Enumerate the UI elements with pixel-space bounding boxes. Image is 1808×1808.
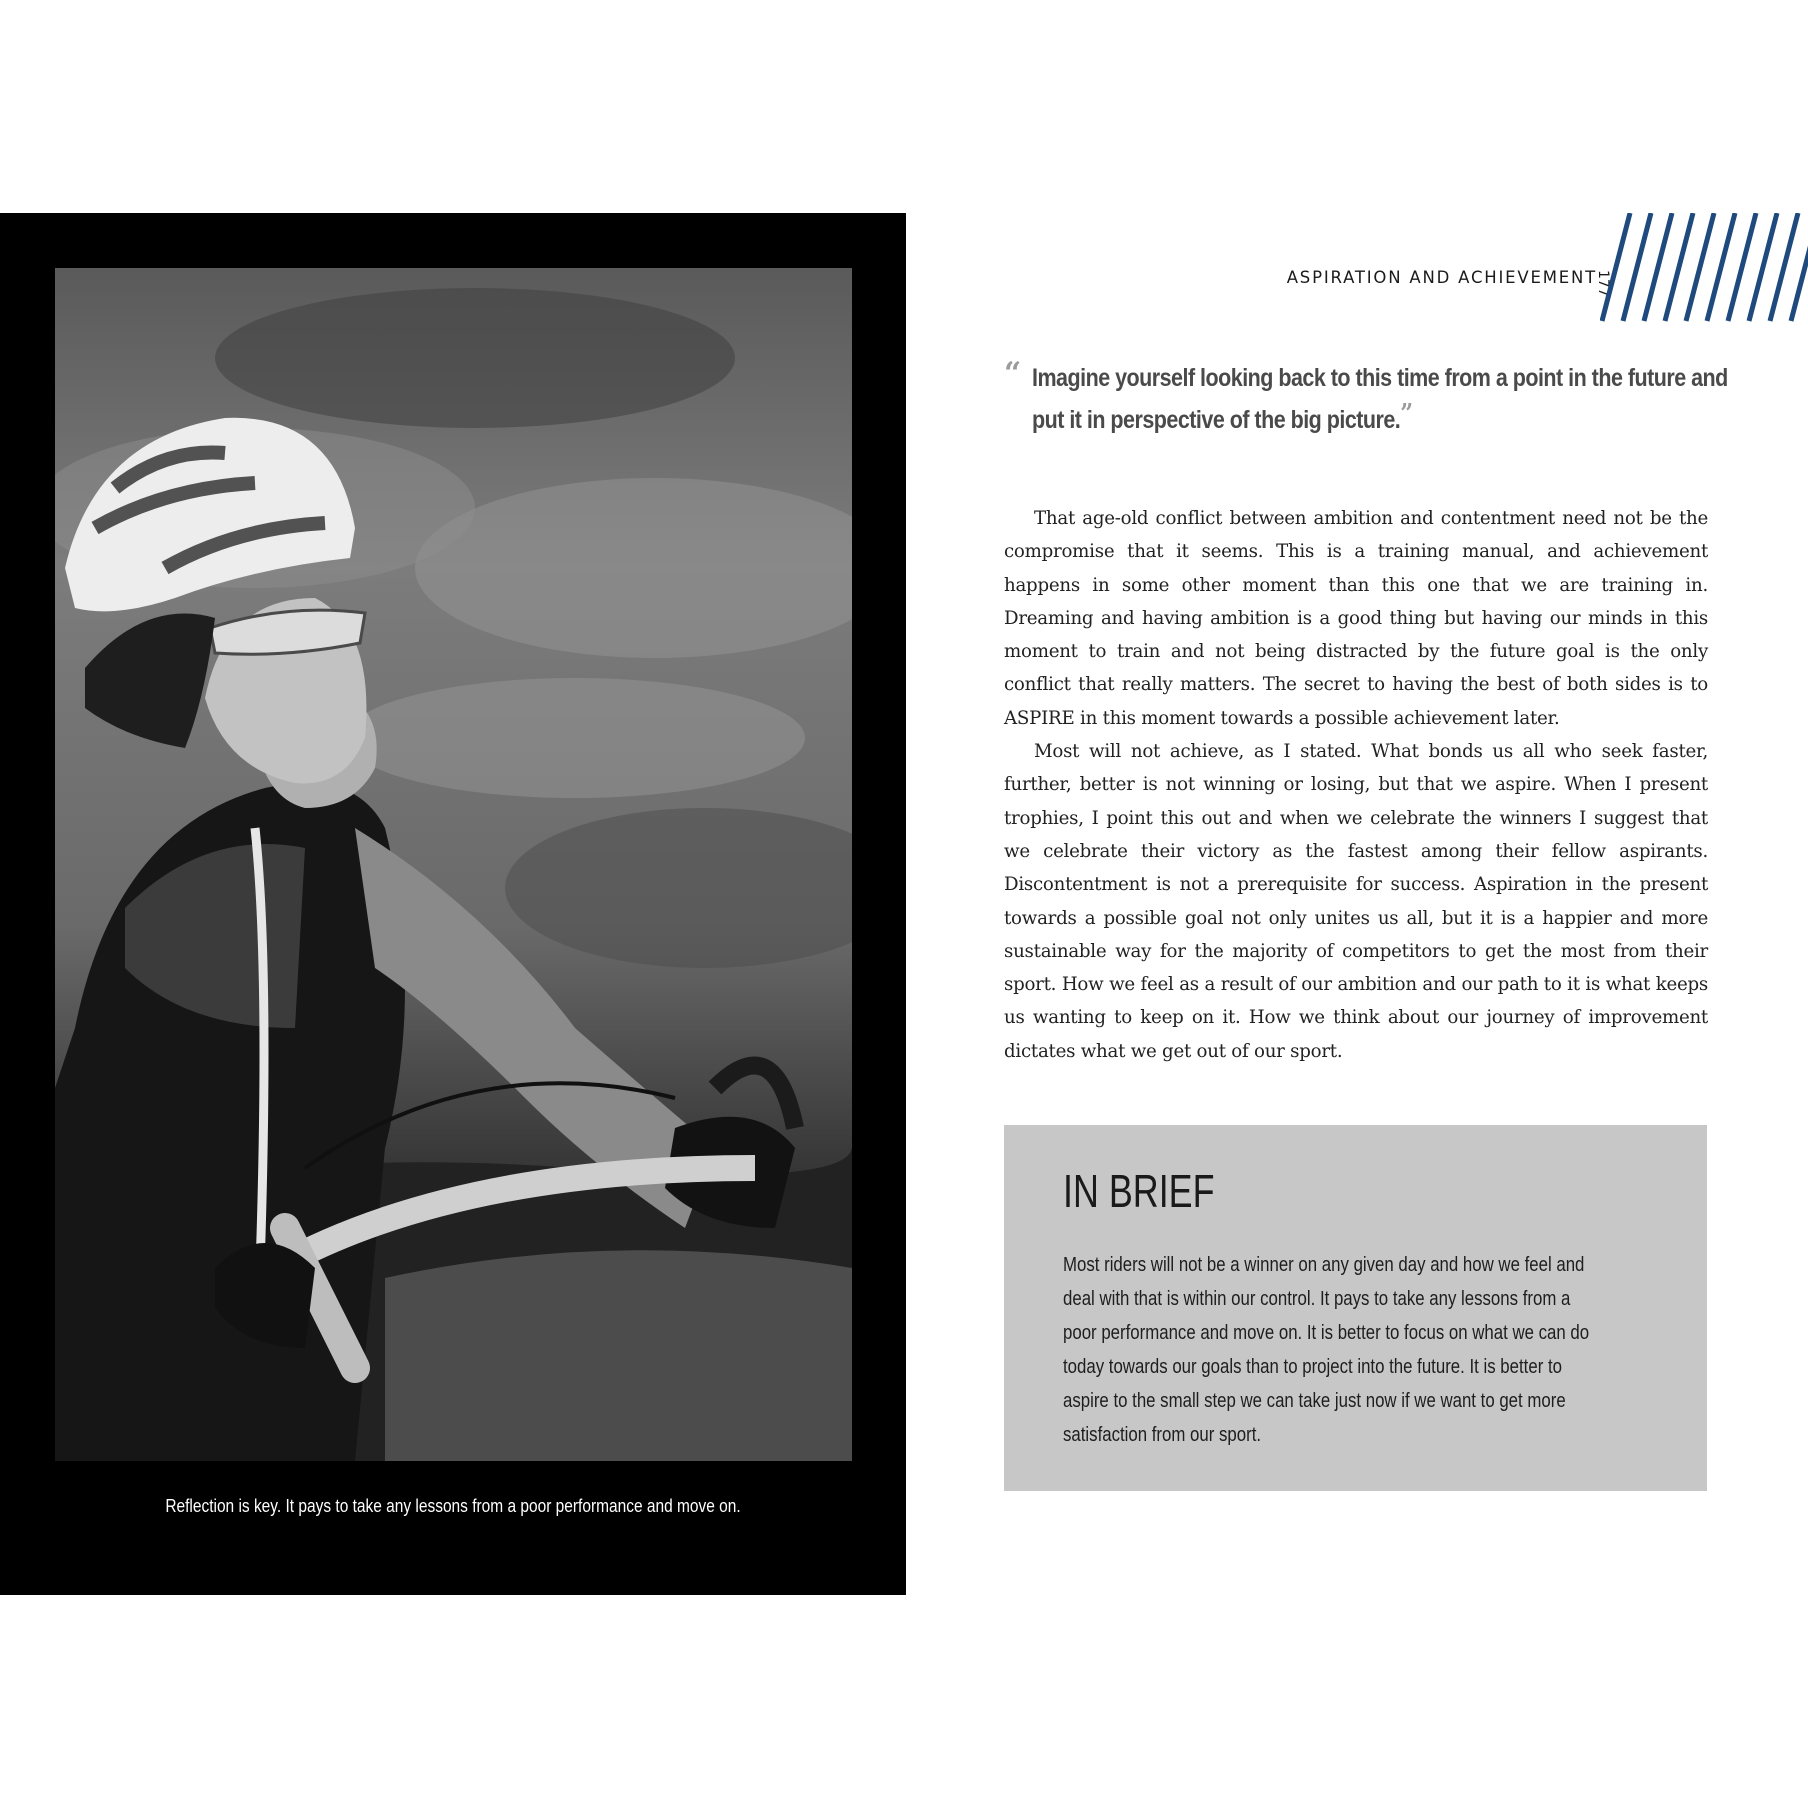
in-brief-text: Most riders will not be a winner on any given day and how we feel and deal with that is within our control. It pays to take any lessons from a poor performance and move on. It is better to focus on what we can do today towards our goals than to project into the future. It is better to aspire to the small step we can take just now if we want to get more satisfaction from our sport. (1063, 1253, 1590, 1446)
pull-quote-text (1032, 360, 1737, 438)
decorative-stripes-icon (1600, 213, 1808, 323)
quote-open-mark: “ (1004, 356, 1022, 391)
photo-caption: Reflection is key. It pays to take any lessons from a poor performance and move on. (165, 1496, 741, 1516)
page-number: 177 (1595, 270, 1611, 297)
body-text (1004, 502, 1708, 1068)
body-paragraph: That age-old conflict between ambition and contentment need not be the compromise that it seems. This is a training manual, and achievement happens in some other moment than this one that we are training in. Dreaming and having ambition is a good thing but having our minds in this moment to train and not being distracted by the future goal is the only conflict that really matters. The secret to having the best of both sides is to ASPIRE in this moment towards a possible achievement later. (1004, 508, 1708, 729)
pull-quote (1004, 356, 1728, 438)
quote-close-mark: ” (1400, 399, 1413, 429)
running-head: ASPIRATION AND ACHIEVEMENT (1286, 268, 1597, 287)
body-paragraph: Most will not achieve, as I stated. What bonds us all who seek faster, further, better is not winning or losing, but that we aspire. When I present trophies, I point this out and when we celebrate the winners I suggest that we celebrate their victory as the fastest among their fellow aspirants. Discontentment is not a prerequisite for success. Aspiration in the present towards a possible goal not only unites us all, but it is a happier and more sustainable way for the majority of competitors to get the most from their sport. How we feel as a result of our ambition and our path to it is what keeps us wanting to keep on it. How we think about our journey of improvement dictates what we get out of our sport. (1004, 741, 1708, 1062)
pull-quote-body: Imagine yourself looking back to this time from a point in the future and put it in perspective of the big picture. (1032, 364, 1728, 434)
in-brief-box (1004, 1125, 1707, 1491)
cyclist-photo (55, 268, 852, 1461)
cyclist-photo-icon (55, 268, 852, 1461)
photo-panel (0, 213, 906, 1595)
in-brief-title: IN BRIEF (1063, 1165, 1215, 1217)
